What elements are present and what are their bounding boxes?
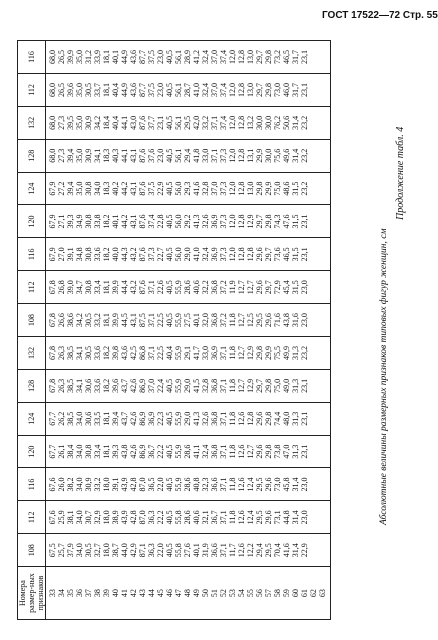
value-column: 67,6 25,9 38,1 34,0 30,7 32,9 18,0 38,9 43,9 42,8 87,0 36,3 22,2 40,5 55,8 28,6 40,6 32,1 36,7 37,1 11,8 12,6 12,4 29,5 29,6 73,1 44,8 31,4 23,0 (46, 501, 331, 534)
column-header: 132 (18, 337, 46, 370)
value-column: 68,0 26,5 39,9 35,0 31,2 33,9 18,1 40,1 44,9 43,6 87,7 37,5 23,0 40,5 56,1 28,9 41,2 32,4 37,0 37,4 12,0 12,8 13,0 29,7 29,8 73,2 46,5 31,7 23,1 (46, 41, 331, 74)
column-header: 120 (18, 205, 46, 238)
value-column: 67,8 26,8 39,0 34,7 30,8 33,4 18,1 39,9 44,4 43,2 87,6 37,1 22,6 40,5 55,9 28,6 40,6 32,2 36,8 37,2 11,9 12,7 12,7 29,6 29,7 72,9 45,4 31,5 23,0 (46, 271, 331, 304)
data-table (17, 40, 331, 620)
column-header: 132 (18, 106, 46, 139)
page-header: ГОСТ 17522—72 Стр. 55 (322, 10, 438, 21)
value-column: 67,7 26,2 38,5 34,0 30,6 33,5 18,1 39,4 43,7 42,6 86,9 36,9 22,3 40,5 55,9 29,0 41,3 32,6 36,8 37,1 11,8 12,6 12,8 29,6 29,8 74,4 48,0 31,3 23,1 (46, 402, 331, 435)
corner-header: Номера размер-ных признаков (18, 567, 46, 620)
row-number-column: 33 34 35 36 37 38 39 40 41 42 43 44 45 46 47 48 49 50 51 52 53 54 55 56 57 58 59 60 61 62 63 (46, 567, 331, 620)
column-header: 112 (18, 271, 46, 304)
value-column: 67,5 25,7 37,9 34,0 30,5 32,7 18,0 38,7 44,0 42,9 87,1 36,3 22,0 40,5 55,8 27,6 40,1 31,9 36,6 37,1 11,7 12,6 12,2 29,4 29,5 70,4 41,6 31,4 22,9 (46, 534, 331, 567)
value-column: 68,0 27,3 39,5 35,0 30,9 34,2 18,4 40,4 44,1 43,0 87,6 37,7 23,1 40,5 56,1 29,5 42,0 33,2 37,1 37,4 12,0 12,8 13,2 30,0 30,0 76,2 50,6 31,4 23,2 (46, 106, 331, 139)
table-title: Абсолютные величины размерных признаков типовых фигур женщин, см (379, 228, 389, 525)
column-header: 124 (18, 172, 46, 205)
value-column: 67,8 26,6 38,6 34,2 30,5 33,2 18,1 39,9 44,5 43,1 87,5 37,1 22,5 40,5 55,9 27,5 40,1 32,0 36,8 37,2 11,8 12,7 12,5 29,5 29,6 71,6 43,8 31,6 23,0 (46, 304, 331, 337)
value-column: 67,8 26,3 38,5 34,1 30,6 33,6 18,2 39,6 43,7 42,6 86,9 37,0 22,4 40,5 55,9 29,0 41,5 32,8 36,8 37,1 11,8 12,7 12,9 29,7 29,8 75,0 49,0 31,3 23,1 (46, 369, 331, 402)
column-header: 116 (18, 238, 46, 271)
value-column: 67,9 27,0 39,1 34,8 30,8 33,6 18,2 40,0 44,3 43,2 87,6 37,3 22,7 40,5 56,0 29,0 41,0 32,4 36,9 37,3 12,0 12,8 12,8 29,6 29,7 73,6 46,5 31,5 23,1 (46, 238, 331, 271)
column-header: 128 (18, 139, 46, 172)
value-column: 67,7 26,1 38,4 34,0 30,8 33,4 18,1 39,3 43,8 42,6 86,9 36,7 22,2 40,5 55,9 28,6 41,1 32,4 36,8 37,1 11,8 12,6 12,7 29,6 29,8 73,8 47,0 31,3 23,1 (46, 435, 331, 468)
column-header: 108 (18, 534, 46, 567)
value-column: 67,9 27,2 39,4 35,0 30,8 34,0 18,3 40,2 44,2 43,1 87,6 37,5 22,9 40,5 56,0 29,3 41,6 32,8 37,0 37,3 12,0 12,8 13,0 29,8 29,9 75,0 48,6 31,5 23,2 (46, 172, 331, 205)
column-header: 124 (18, 402, 46, 435)
continuation-label: Продолжение табл. 4 (395, 126, 406, 220)
column-header: 120 (18, 435, 46, 468)
column-header: 108 (18, 304, 46, 337)
column-header: 116 (18, 468, 46, 501)
value-column: 67,8 26,3 38,5 34,1 30,5 33,6 18,2 39,8 43,6 42,5 86,8 37,1 22,5 40,4 55,9 29,1 41,7 33,0 36,9 37,1 11,8 12,7 12,9 29,8 29,9 75,5 49,9 31,3 23,2 (46, 337, 331, 370)
column-header: 116 (18, 41, 46, 74)
value-column: 68,0 26,5 39,6 35,0 30,5 33,7 18,1 40,4 44,9 43,6 87,7 37,5 23,0 40,5 56,1 28,7 41,0 32,4 37,0 37,4 12,0 12,8 13,0 29,7 29,8 73,0 46,0 31,7 23,1 (46, 74, 331, 107)
column-header: 112 (18, 501, 46, 534)
rotated-table-region (17, 40, 417, 620)
value-column: 67,9 27,1 39,3 34,9 30,8 33,8 18,2 40,1 44,2 43,1 87,6 37,4 22,8 40,5 56,0 29,2 41,3 32,6 36,9 37,3 12,0 12,8 12,9 29,7 29,8 74,3 47,6 31,5 23,1 (46, 205, 331, 238)
column-header: 128 (18, 369, 46, 402)
value-column: 68,0 27,3 39,4 35,0 30,9 34,1 18,3 40,3 44,1 43,1 87,6 37,6 23,0 40,5 56,1 29,4 41,8 33,0 37,1 37,3 12,0 12,8 13,1 29,9 30,0 75,6 49,6 31,4 23,2 (46, 139, 331, 172)
value-column: 67,6 26,0 38,2 34,0 30,9 33,2 18,0 39,1 43,9 42,8 87,0 36,5 22,0 40,5 55,9 28,6 40,8 32,3 36,6 37,1 11,8 12,6 12,4 29,5 29,6 73,0 45,8 31,4 23,0 (46, 468, 331, 501)
column-header: 112 (18, 74, 46, 107)
